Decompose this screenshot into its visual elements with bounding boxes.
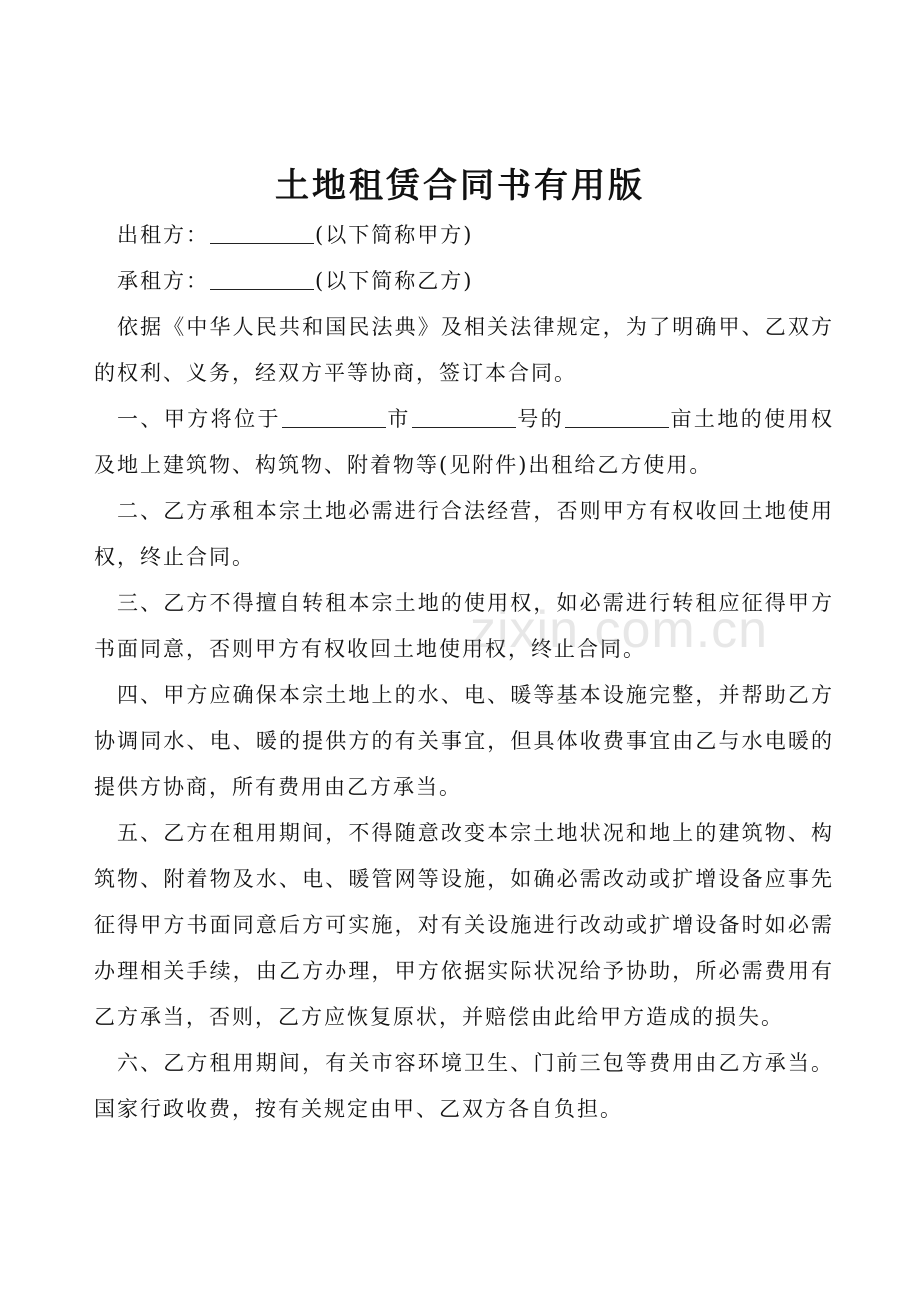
clause-4: 四、甲方应确保本宗土地上的水、电、暖等基本设施完整，并帮助乙方协调同水、电、暖的提供方的有关事宜，但具体收费事宜由乙与水电暖的提供方协商，所有费用由乙方承当。: [94, 683, 834, 799]
clause-1-number: 号的: [516, 407, 565, 431]
clause-3: 三、乙方不得擅自转租本宗土地的使用权，如必需进行转租应征得甲方书面同意，否则甲方有权收回土地使用权，终止合同。: [94, 591, 834, 661]
clause-1-suffix: 亩土地的使用权及地上建筑物、构筑物、附着物等(见附件)出租给乙方使用。: [94, 407, 835, 477]
clause-2: 二、乙方承租本宗土地必需进行合法经营，否则甲方有权收回土地使用权，终止合同。: [94, 499, 834, 569]
lessor-label: 出租方：: [117, 223, 209, 247]
intro-paragraph: 依据《中华人民共和国民法典》及相关法律规定，为了明确甲、乙双方的权利、义务，经双方平等协商，签订本合同。: [94, 315, 834, 385]
lessee-label: 承租方：: [117, 269, 209, 293]
clause-1-prefix: 一、甲方将位于: [117, 407, 281, 431]
location-blank: [282, 407, 386, 428]
clause-6: 六、乙方租用期间，有关市容环境卫生、门前三包等费用由乙方承当。国家行政收费，按有关规定由甲、乙双方各自负担。: [94, 1051, 834, 1121]
lessor-name-blank: [210, 223, 314, 244]
watermark: zixin.com.cn: [470, 601, 769, 659]
lessee-note: (以下简称乙方): [315, 269, 474, 293]
clause-1: [94, 396, 834, 488]
lessor-note: (以下简称甲方): [315, 223, 474, 247]
area-blank: [565, 407, 669, 428]
lessor-line: [94, 212, 834, 258]
clause-5: 五、乙方在租用期间，不得随意改变本宗土地状况和地上的建筑物、构筑物、附着物及水、电、暖管网等设施，如确必需改动或扩增设备应事先征得甲方书面同意后方可实施，对有关设施进行改动或扩增设备时如必需办理相关手续，由乙方办理，甲方依据实际状况给予协助，所必需费用有乙方承当，否则，乙方应恢复原状，并赔偿由此给甲方造成的损失。: [94, 821, 834, 1029]
document-body: [94, 212, 834, 1132]
lessee-name-blank: [210, 269, 314, 290]
clause-1-city: 市: [386, 407, 411, 431]
address-number-blank: [412, 407, 516, 428]
lessee-line: [94, 258, 834, 304]
document-title: 土地租赁合同书有用版: [275, 166, 645, 206]
